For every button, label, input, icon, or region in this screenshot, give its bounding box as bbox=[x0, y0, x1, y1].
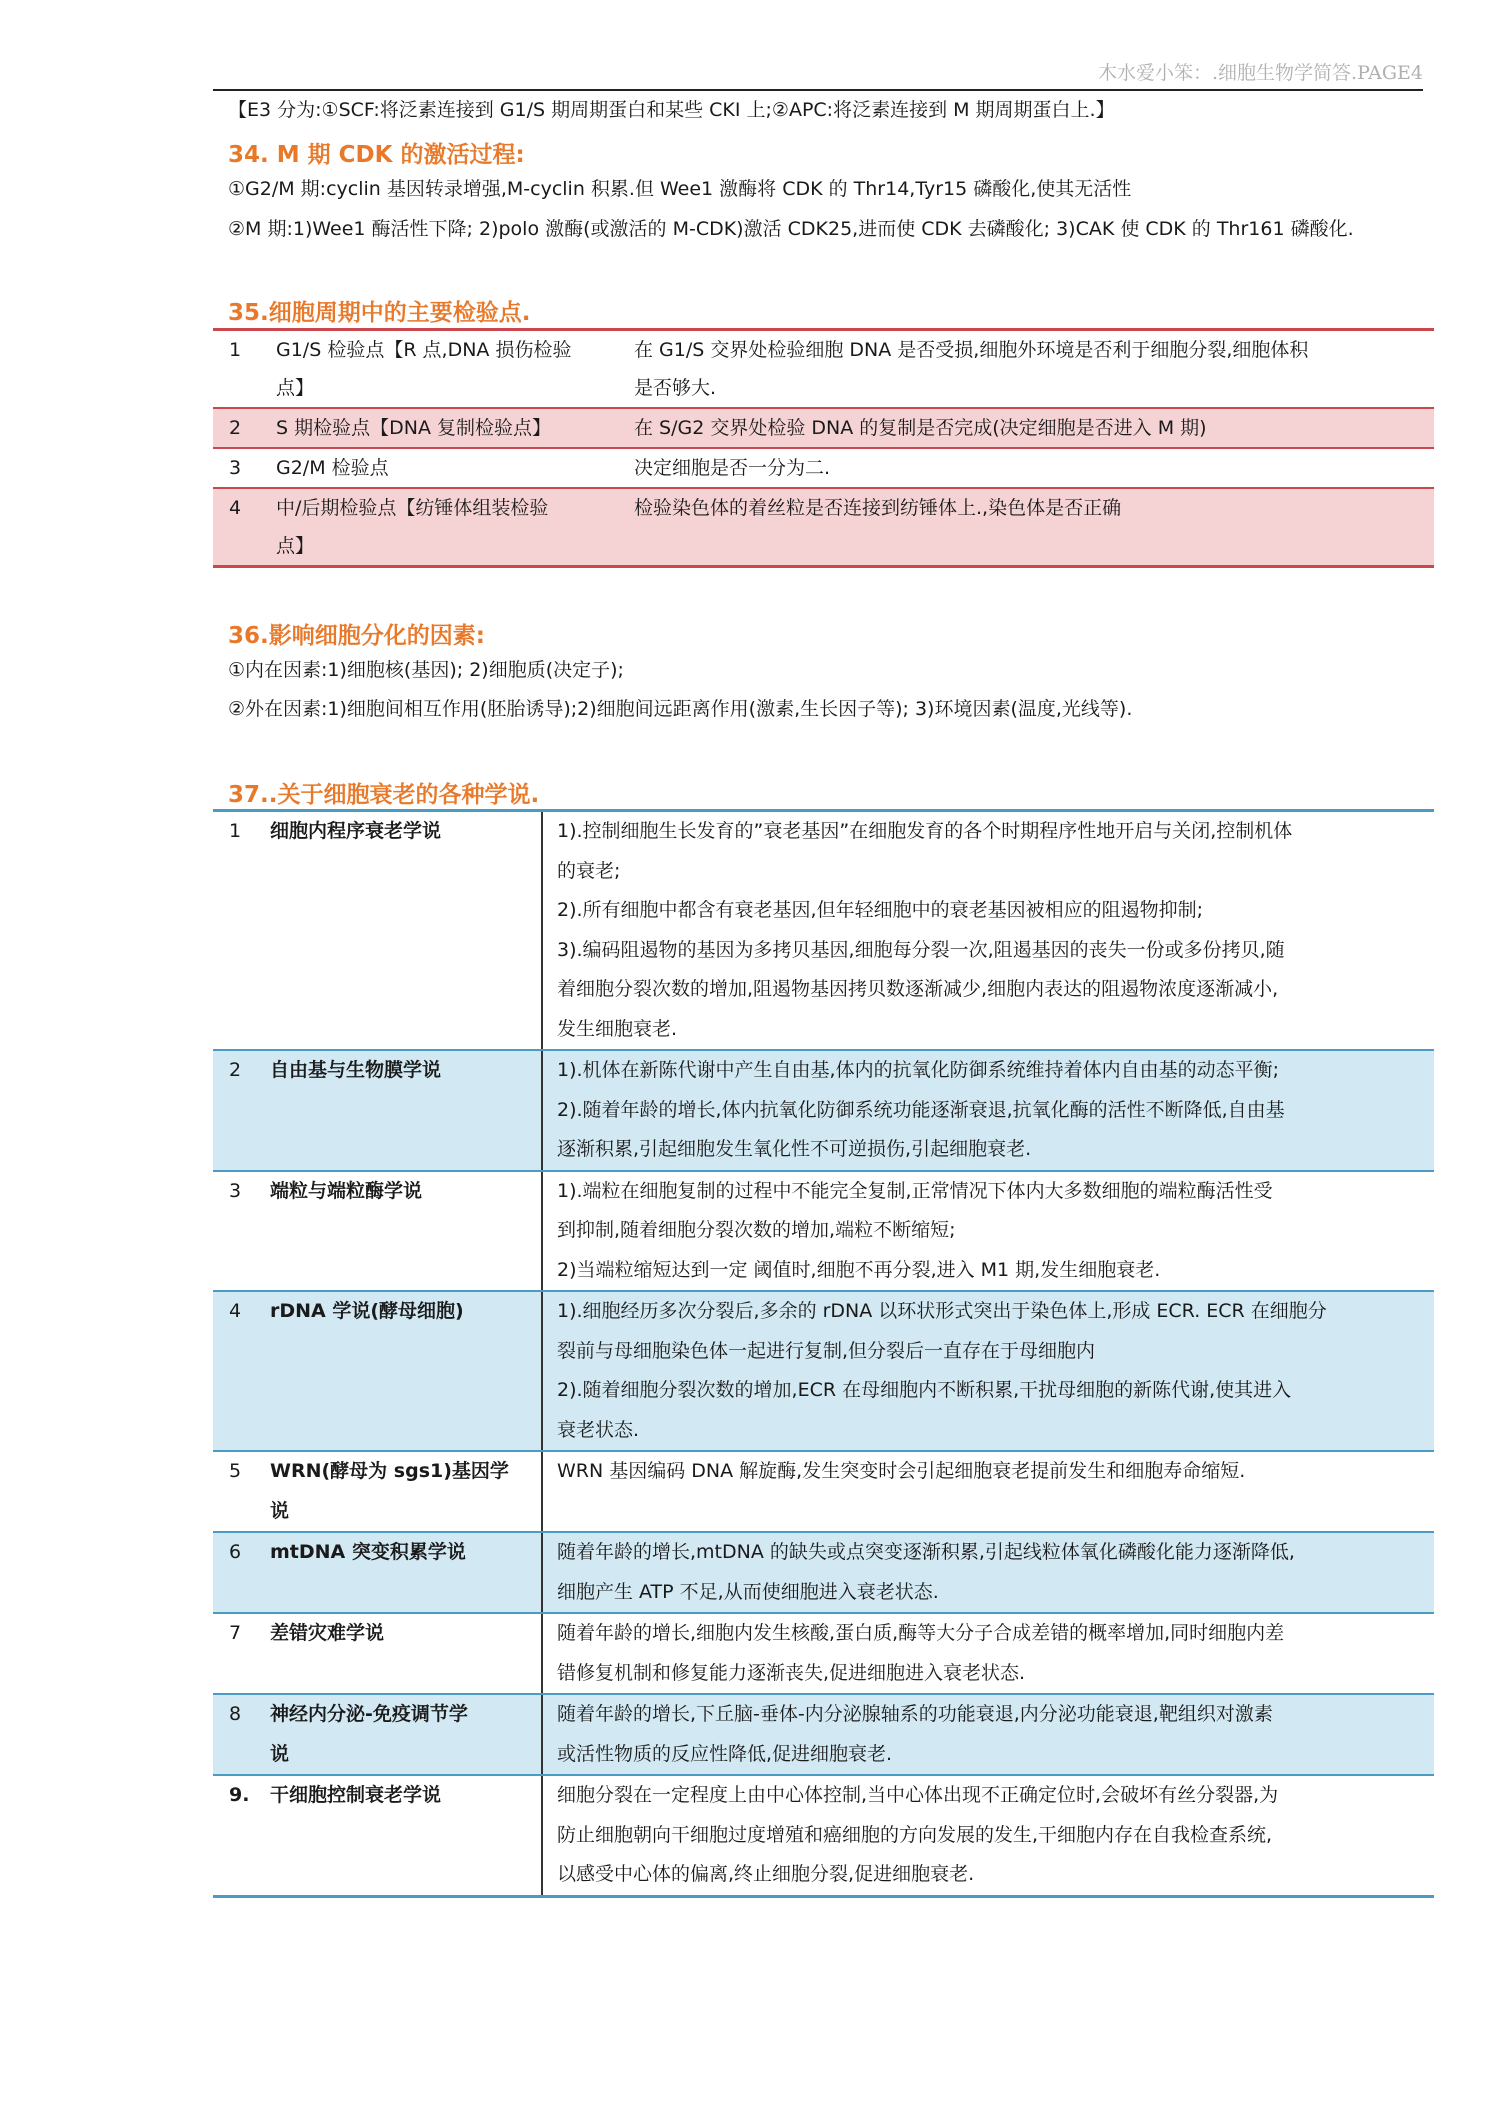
row-desc: 1).端粒在细胞复制的过程中不能完全复制,正常情况下体内大多数细胞的端粒酶活性受 到抑制,随着细胞分裂次数的增加,端粒不断缩短; 2)当端粒缩短达到一定 阈值时,细胞不再分裂,进入 M1 期,发生细胞衰老. bbox=[557, 1179, 1273, 1281]
table-row bbox=[213, 449, 1434, 487]
row-desc: 决定细胞是否一分为二. bbox=[634, 457, 831, 479]
row-name: mtDNA 突变积累学说 bbox=[270, 1533, 543, 1612]
header-rule bbox=[213, 89, 1423, 91]
row-name: 自由基与生物膜学说 bbox=[270, 1051, 543, 1170]
row-desc: 随着年龄的增长,mtDNA 的缺失或点突变逐渐积累,引起线粒体氧化磷酸化能力逐渐降低, 细胞产生 ATP 不足,从而使细胞进入衰老状态. bbox=[557, 1541, 1295, 1603]
aging-theory-table bbox=[213, 809, 1434, 1898]
row-number: 4 bbox=[229, 497, 242, 519]
row-number: 9. bbox=[229, 1784, 250, 1806]
page-header: 木水爱小笨：.细胞生物学简答.PAGE4 bbox=[1098, 62, 1423, 84]
row-number: 1 bbox=[229, 339, 242, 361]
row-number: 3 bbox=[229, 457, 242, 479]
row-name: G1/S 检验点【R 点,DNA 损伤检验 点】 bbox=[276, 339, 572, 399]
row-number: 3 bbox=[229, 1179, 242, 1202]
row-name: 神经内分泌-免疫调节学 说 bbox=[270, 1695, 543, 1774]
table-row bbox=[213, 1049, 1434, 1172]
section-36-title: 36.影响细胞分化的因素: bbox=[228, 623, 485, 649]
row-number: 6 bbox=[229, 1541, 242, 1563]
section-36-item: ①内在因素:1)细胞核(基因); 2)细胞质(决定子); bbox=[228, 659, 624, 681]
table-row bbox=[213, 407, 1434, 449]
section-36-item: ②外在因素:1)细胞间相互作用(胚胎诱导);2)细胞间远距离作用(激素,生长因子等); 3)环境因素(温度,光线等). bbox=[228, 698, 1133, 720]
row-number: 2 bbox=[229, 1059, 242, 1081]
row-name: rDNA 学说(酵母细胞) bbox=[270, 1292, 543, 1450]
section-34-title: 34. M 期 CDK 的激活过程: bbox=[228, 142, 525, 168]
table-row bbox=[213, 1172, 1434, 1291]
checkpoint-table bbox=[213, 328, 1434, 568]
row-name: 中/后期检验点【纺锤体组装检验 点】 bbox=[276, 497, 549, 557]
table-row bbox=[213, 1290, 1434, 1452]
row-number: 7 bbox=[229, 1622, 242, 1644]
table-row bbox=[213, 331, 1434, 407]
row-desc: 1).控制细胞生长发育的”衰老基因”在细胞发育的各个时期程序性地开启与关闭,控制机体 的衰老; 2).所有细胞中都含有衰老基因,但年轻细胞中的衰老基因被相应的阻遏物抑制; 3).编码阻遏物的基因为多拷贝基因,细胞每分裂一次,阻遏基因的丧失一份或多份拷贝,随 着细胞分裂次数的增加,阻遏物基因拷贝数逐渐减少,细胞内表达的阻遏物浓度逐渐减小, 发生细胞衰老. bbox=[557, 820, 1293, 1040]
row-name: G2/M 检验点 bbox=[276, 457, 389, 479]
row-name: 细胞内程序衰老学说 bbox=[270, 812, 543, 1049]
section-37-title: 37..关于细胞衰老的各种学说. bbox=[228, 782, 540, 808]
row-name: 干细胞控制衰老学说 bbox=[270, 1776, 543, 1895]
row-number: 8 bbox=[229, 1703, 242, 1725]
row-name: WRN(酵母为 sgs1)基因学 说 bbox=[270, 1452, 543, 1531]
table-row bbox=[213, 1776, 1434, 1895]
row-desc: 1).机体在新陈代谢中产生自由基,体内的抗氧化防御系统维持着体内自由基的动态平衡; 2).随着年龄的增长,体内抗氧化防御系统功能逐渐衰退,抗氧化酶的活性不断降低,自由基 逐渐积累,引起细胞发生氧化性不可逆损伤,引起细胞衰老. bbox=[557, 1059, 1285, 1160]
row-number: 2 bbox=[229, 417, 242, 439]
section-35-title: 35.细胞周期中的主要检验点. bbox=[228, 300, 531, 326]
row-name: 端粒与端粒酶学说 bbox=[270, 1172, 543, 1291]
table-row bbox=[213, 1452, 1434, 1531]
row-desc: 检验染色体的着丝粒是否连接到纺锤体上.,染色体是否正确 bbox=[634, 497, 1122, 519]
row-desc: WRN 基因编码 DNA 解旋酶,发生突变时会引起细胞衰老提前发生和细胞寿命缩短. bbox=[557, 1460, 1246, 1482]
row-number: 1 bbox=[229, 820, 242, 842]
table-row bbox=[213, 1614, 1434, 1693]
table-row bbox=[213, 1531, 1434, 1614]
section-34-item: ①G2/M 期:cyclin 基因转录增强,M-cyclin 积累.但 Wee1 激酶将 CDK 的 Thr14,Tyr15 磷酸化,使其无活性 bbox=[228, 178, 1132, 200]
top-note: 【E3 分为:①SCF:将泛素连接到 G1/S 期周期蛋白和某些 CKI 上;②APC:将泛素连接到 M 期周期蛋白上.】 bbox=[228, 99, 1115, 121]
row-desc: 随着年龄的增长,下丘脑-垂体-内分泌腺轴系的功能衰退,内分泌功能衰退,靶组织对激素 或活性物质的反应性降低,促进细胞衰老. bbox=[557, 1703, 1273, 1765]
row-number: 5 bbox=[229, 1460, 242, 1482]
row-desc: 随着年龄的增长,细胞内发生核酸,蛋白质,酶等大分子合成差错的概率增加,同时细胞内差 错修复机制和修复能力逐渐丧失,促进细胞进入衰老状态. bbox=[557, 1622, 1285, 1684]
row-name: S 期检验点【DNA 复制检验点】 bbox=[276, 417, 551, 439]
table-row bbox=[213, 812, 1434, 1049]
table-row bbox=[213, 1693, 1434, 1776]
row-desc: 在 G1/S 交界处检验细胞 DNA 是否受损,细胞外环境是否利于细胞分裂,细胞体积 是否够大. bbox=[634, 339, 1309, 399]
row-name: 差错灾难学说 bbox=[270, 1614, 543, 1693]
section-34-item: ②M 期:1)Wee1 酶活性下降; 2)polo 激酶(或激活的 M-CDK)激活 CDK25,进而使 CDK 去磷酸化; 3)CAK 使 CDK 的 Thr161 磷酸化. bbox=[228, 218, 1354, 240]
row-desc: 细胞分裂在一定程度上由中心体控制,当中心体出现不正确定位时,会破坏有丝分裂器,为 防止细胞朝向干细胞过度增殖和癌细胞的方向发展的发生,干细胞内存在自我检查系统, 以感受中心体的偏离,终止细胞分裂,促进细胞衰老. bbox=[557, 1784, 1279, 1885]
row-desc: 在 S/G2 交界处检验 DNA 的复制是否完成(决定细胞是否进入 M 期) bbox=[634, 417, 1207, 439]
table-row bbox=[213, 487, 1434, 565]
row-desc: 1).细胞经历多次分裂后,多余的 rDNA 以环状形式突出于染色体上,形成 ECR. ECR 在细胞分 裂前与母细胞染色体一起进行复制,但分裂后一直存在于母细胞内 2).随着细胞分裂次数的增加,ECR 在母细胞内不断积累,干扰母细胞的新陈代谢,使其进入 衰老状态. bbox=[557, 1300, 1327, 1441]
row-number: 4 bbox=[229, 1300, 242, 1322]
